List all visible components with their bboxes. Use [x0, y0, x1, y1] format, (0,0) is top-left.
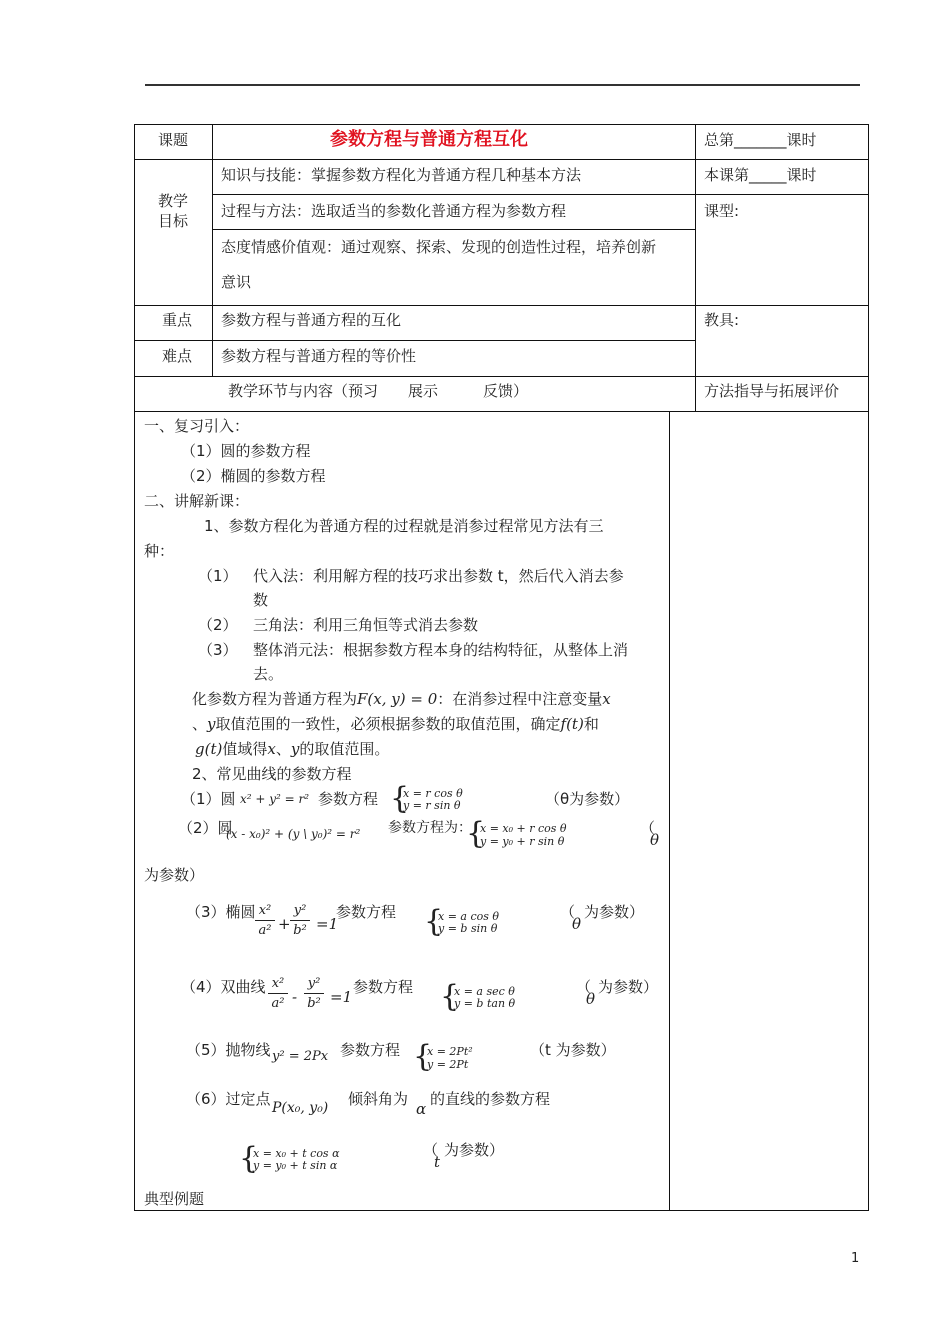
- eq5-mid: 参数方程: [340, 1041, 401, 1059]
- eq3-fraction-x: [255, 902, 275, 941]
- section-new-lesson: 二、讲解新课：: [144, 492, 250, 510]
- eq2-pre: （2）圆: [178, 819, 233, 837]
- method-1-line-b: 数: [253, 591, 269, 609]
- method-3-line-b: 去。: [253, 665, 284, 683]
- this-lesson-period: 本课第_____课时: [704, 166, 817, 184]
- eq4-tail: 为参数）: [598, 978, 659, 996]
- row-line-7: [134, 411, 869, 412]
- lesson-type: 课型:: [704, 202, 740, 220]
- note-line-2: [192, 714, 599, 734]
- point-1-line-b: 种：: [144, 542, 175, 560]
- eq5-system-1: x = 2Pt²: [427, 1045, 473, 1058]
- eq3-mid: 参数方程: [336, 903, 397, 921]
- eq2-mid: 参数方程为：: [388, 820, 472, 836]
- review-item-2: （2）椭圆的参数方程: [181, 467, 326, 485]
- eq1-pre: （1）圆: [181, 790, 236, 808]
- method-3-num: （3）: [198, 641, 238, 659]
- note-line-3: [195, 739, 389, 759]
- note-3-x: x: [267, 740, 276, 758]
- eq6-brace: {: [239, 1141, 259, 1176]
- eq6-tail: 的直线的参数方程: [430, 1090, 551, 1108]
- note-2-pre: 、: [192, 715, 208, 733]
- attitude-line-2: 意识: [221, 273, 252, 291]
- eq3-system-2: y = b sin θ: [438, 922, 498, 935]
- eq3-plus: +: [278, 915, 291, 933]
- note-2-post: 取值范围的一致性，必须根据参数的取值范围，确定: [215, 715, 561, 733]
- eq5-brace: {: [413, 1039, 433, 1074]
- keti-label: 课题: [158, 131, 189, 149]
- col-divider-3: [669, 411, 670, 1211]
- eq4-y: y²: [304, 975, 324, 994]
- note-2-f: f(t): [560, 715, 584, 733]
- row-line-4: [134, 305, 869, 306]
- eq3-eq1: =1: [316, 915, 339, 933]
- row-line-6: [134, 376, 869, 377]
- eq6-pre: （6）过定点: [186, 1090, 271, 1108]
- eq3-paren: （: [560, 903, 576, 921]
- difficulty-label: 难点: [162, 347, 193, 365]
- note-2-y: y: [207, 715, 216, 733]
- eq4-mid: 参数方程: [353, 978, 414, 996]
- eq4-fraction-x: [268, 975, 288, 1014]
- header-rule: [145, 84, 860, 86]
- eq2-theta: θ: [650, 831, 660, 849]
- eq2-system-1: x = x₀ + r cos θ: [480, 822, 567, 835]
- eq4-b: b²: [307, 996, 321, 1011]
- eq4-theta: θ: [586, 990, 596, 1008]
- note-1-eq: F(x, y) = 0: [357, 690, 438, 708]
- objective-label-2: 目标: [158, 212, 189, 230]
- difficulty: 参数方程与普通方程的等价性: [221, 347, 417, 365]
- eq4-brace: {: [440, 979, 460, 1014]
- row-line-2a: [212, 194, 869, 195]
- teaching-aids: 教具:: [704, 311, 740, 329]
- knowledge-skill: 知识与技能：掌握参数方程化为普通方程几种基本方法: [221, 166, 582, 184]
- eq3-system-1: x = a cos θ: [438, 910, 500, 923]
- eq4-minus: -: [292, 988, 298, 1006]
- page-number: 1: [851, 1251, 860, 1266]
- row-line-3a: [212, 229, 696, 230]
- eq3-brace: {: [424, 904, 444, 939]
- key-point: 参数方程与普通方程的互化: [221, 311, 402, 329]
- eq5-pre: （5）抛物线: [186, 1041, 271, 1059]
- common-curves-heading: 2、常见曲线的参数方程: [192, 765, 352, 783]
- eq6-alpha: α: [416, 1100, 427, 1118]
- note-3-post: 值域得: [222, 740, 268, 758]
- eq1-system-2: y = r sin θ: [403, 799, 461, 812]
- eq2-brace: {: [466, 816, 486, 851]
- note-1-x: x: [602, 690, 611, 708]
- eq5-param: （t 为参数）: [530, 1041, 616, 1059]
- eq6-system-1: x = x₀ + t cos α: [253, 1147, 340, 1160]
- eq2-system-2: y = y₀ + r sin θ: [480, 835, 565, 848]
- lesson-title: 参数方程与普通方程互化: [330, 129, 528, 150]
- method-3-line-a: 整体消元法：根据参数方程本身的结构特征，从整体上消: [253, 641, 629, 659]
- eq1-brace: {: [390, 781, 410, 816]
- eq1-system-1: x = r cos θ: [403, 787, 463, 800]
- eq4-paren: （: [576, 978, 592, 996]
- review-item-1: （1）圆的参数方程: [181, 442, 311, 460]
- attitude-line-1: 态度情感价值观：通过观察、探索、发现的创造性过程，培养创新: [221, 238, 657, 256]
- section-review: 一、复习引入：: [144, 417, 250, 435]
- eq1-equation: x² + y² = r²: [240, 792, 310, 806]
- eq6-system-2: y = y₀ + t sin α: [253, 1159, 338, 1172]
- eq2-tail: 为参数）: [144, 866, 205, 884]
- eq6-param: 为参数）: [444, 1141, 505, 1159]
- note-1-post: ：在消参过程中注意变量: [437, 690, 603, 708]
- eq4-a: a²: [271, 996, 285, 1011]
- eq3-y: y²: [290, 902, 310, 921]
- objective-label-1: 教学: [158, 192, 189, 210]
- eq4-x: x²: [268, 975, 288, 994]
- eq1-param: （θ为参数）: [545, 790, 630, 808]
- process-method: 过程与方法：选取适当的参数化普通方程为参数方程: [221, 202, 567, 220]
- key-point-label: 重点: [162, 311, 193, 329]
- method-2: 三角法：利用三角恒等式消去参数: [253, 616, 479, 634]
- eq4-pre: （4）双曲线: [181, 978, 266, 996]
- eq4-system-1: x = a sec θ: [454, 985, 515, 998]
- eq3-tail: 为参数）: [584, 903, 645, 921]
- method-1-num: （1）: [198, 567, 238, 585]
- eq6-point: P(x₀, y₀): [272, 1100, 329, 1116]
- eq3-theta: θ: [572, 915, 582, 933]
- eq6-mid: 倾斜角为: [348, 1090, 409, 1108]
- total-period: 总第_______课时: [704, 131, 817, 149]
- eq3-fraction-y: [290, 902, 310, 941]
- eq4-fraction-y: [304, 975, 324, 1014]
- eq3-a: a²: [258, 923, 272, 938]
- eq3-x: x²: [255, 902, 275, 921]
- eq6-t: t: [434, 1153, 441, 1171]
- point-1-line-a: 1、参数方程化为普通方程的过程就是消参过程常见方法有三: [204, 517, 604, 535]
- note-line-1: [192, 689, 611, 709]
- eq5-equation: y² = 2Px: [272, 1049, 329, 1064]
- eq3-pre: （3）椭圆: [186, 903, 256, 921]
- eq4-system-2: y = b tan θ: [454, 997, 516, 1010]
- eq5-system-2: y = 2Pt: [427, 1058, 469, 1071]
- typical-examples-heading: 典型例题: [144, 1190, 205, 1208]
- col-divider-2: [695, 124, 696, 411]
- eq2-paren: （: [640, 819, 656, 837]
- eq6-paren: （: [423, 1141, 439, 1159]
- row-line-5: [134, 340, 696, 341]
- eq1-mid: 参数方程: [318, 790, 379, 808]
- method-2-num: （2）: [198, 616, 238, 634]
- note-3-end: 的取值范围。: [299, 740, 390, 758]
- note-3-g: g(t): [195, 740, 223, 758]
- note-3-dun: 、: [275, 740, 291, 758]
- eq3-b: b²: [293, 923, 307, 938]
- col-divider-1: [212, 124, 213, 376]
- eq2-equation: (x - x₀)² + (y \ y₀)² = r²: [226, 827, 361, 841]
- note-3-y: y: [290, 740, 300, 758]
- row-line-1: [134, 159, 869, 160]
- eq4-eq1: =1: [330, 988, 353, 1006]
- method-1-line-a: 代入法：利用解方程的技巧求出参数 t，然后代入消去参: [253, 567, 624, 585]
- method-guidance-header: 方法指导与拓展评价: [704, 382, 840, 400]
- note-2-he: 和: [583, 715, 599, 733]
- teaching-steps-header: 教学环节与内容（预习 展示 反馈）: [228, 382, 529, 400]
- note-1-pre: 化参数方程为普通方程为: [192, 690, 358, 708]
